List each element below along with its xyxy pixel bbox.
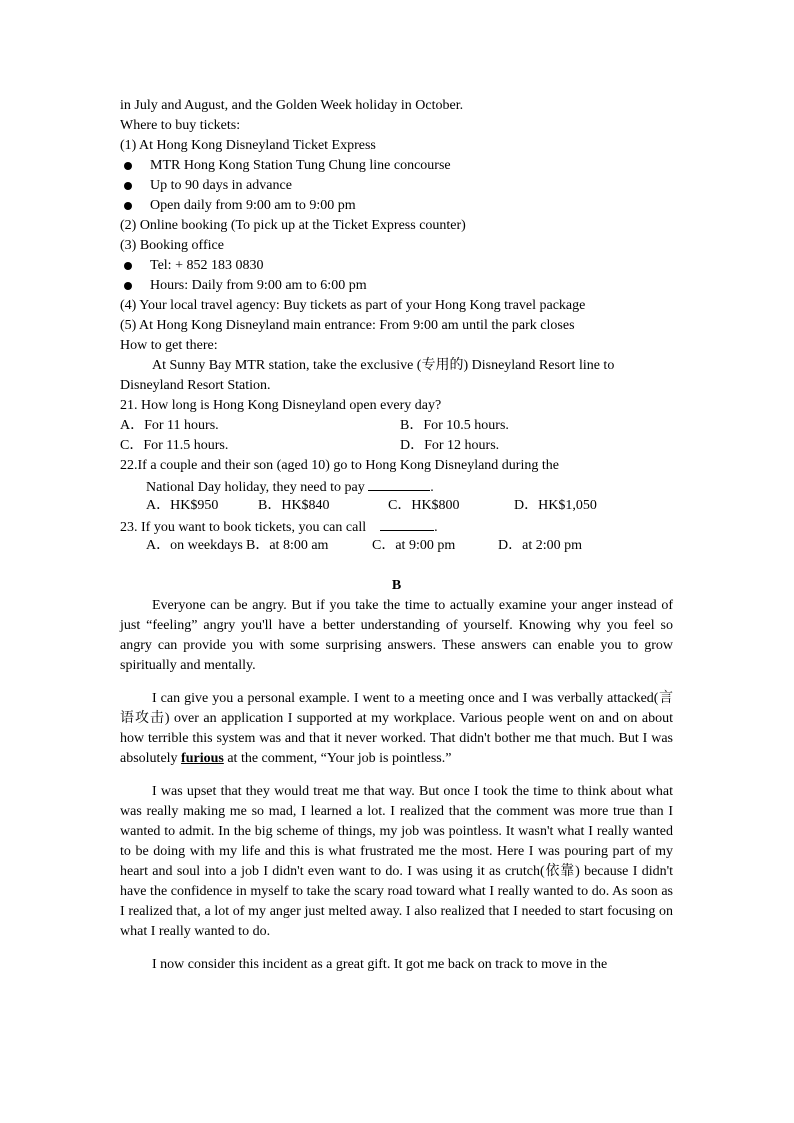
bullet-text: Open daily from 9:00 am to 9:00 pm [150, 198, 356, 213]
paragraph-3: I was upset that they would treat me that way. But once I took the time to think about what was really making me so mad, I learned a lot. I realized that the comment was more true than I wanted to admit. In the big scheme of things, my job was pointless. It wasn't what I really wanted to be doing with my life and this is what frustrated me the most. Here I was pouring part of my heart and soul into a job I didn't even want to do. I was using it as crutch(依靠) because I didn't have the confidence in myself to take the scary road toward what I really wanted to do. As soon as I realized that, a lot of my anger just melted away. I also realized that I needed to start focusing on what I really wanted to do. [120, 784, 673, 939]
stem-text: National Day holiday, they need to pay [146, 480, 365, 495]
text-line: (1) At Hong Kong Disneyland Ticket Express [120, 138, 376, 153]
bullet-item [120, 156, 673, 176]
text-line: in July and August, and the Golden Week holiday in October. [120, 98, 464, 113]
option-b: B．HK$840 [258, 498, 330, 513]
question-23-stem: 23. If you want to book tickets, you can call . [120, 516, 673, 536]
option-c: C．For 11.5 hours. [120, 438, 229, 453]
bullet-icon [124, 262, 132, 270]
option-d: D．HK$1,050 [514, 498, 597, 513]
option-a: A．on weekdays [146, 538, 243, 553]
bullet-text: Up to 90 days in advance [150, 178, 292, 193]
option-d: D．For 12 hours. [400, 438, 500, 453]
bullet-icon [124, 202, 132, 210]
option-b: B．at 8:00 am [246, 538, 329, 553]
option-a: A．HK$950 [146, 498, 219, 513]
text-line: How to get there: [120, 338, 218, 353]
question-22-options-row [120, 496, 673, 516]
bullet-item [120, 256, 673, 276]
text-line: (5) At Hong Kong Disneyland main entrance: From 9:00 am until the park closes [120, 318, 575, 333]
option-c: C．at 9:00 pm [372, 538, 456, 553]
text-line: (2) Online booking (To pick up at the Ticket Express counter) [120, 218, 466, 233]
text-line: At Sunny Bay MTR station, take the exclusive (专用的) Disneyland Resort line to [152, 358, 615, 373]
bullet-text: MTR Hong Kong Station Tung Chung line concourse [150, 158, 451, 173]
bullet-item [120, 196, 673, 216]
text-line: Where to buy tickets: [120, 118, 241, 133]
question-22-stem: 22.If a couple and their son (aged 10) go to Hong Kong Disneyland during the [120, 458, 559, 473]
text-line: Disneyland Resort Station. [120, 378, 271, 393]
text-line: (3) Booking office [120, 238, 224, 253]
option-a: A．For 11 hours. [120, 418, 219, 433]
question-21-options-row [120, 436, 673, 456]
bullet-item [120, 176, 673, 196]
bullet-icon [124, 182, 132, 190]
bullet-text: Hours: Daily from 9:00 am to 6:00 pm [150, 278, 367, 293]
question-21-options-row [120, 416, 673, 436]
text-line: (4) Your local travel agency: Buy tickets as part of your Hong Kong travel package [120, 298, 586, 313]
bullet-icon [124, 162, 132, 170]
question-23-options-row [120, 536, 673, 556]
para-text: at the comment, “Your job is pointless.” [223, 751, 452, 766]
bullet-item [120, 276, 673, 296]
stem-text: 23. If you want to book tickets, you can call [120, 520, 367, 535]
answer-blank [368, 476, 430, 491]
answer-blank [380, 516, 434, 531]
question-21-stem: 21. How long is Hong Kong Disneyland open every day? [120, 398, 442, 413]
section-title: B [391, 578, 402, 593]
option-c: C．HK$800 [388, 498, 460, 513]
question-22-stem-cont: National Day holiday, they need to pay . [120, 476, 673, 496]
option-d: D．at 2:00 pm [498, 538, 582, 553]
paragraph-4: I now consider this incident as a great gift. It got me back on track to move in the [152, 957, 608, 972]
highlighted-word: furious [181, 751, 224, 766]
para-text: I can give you a personal example. I went to a meeting once and I was verbally attacked(言语攻击) over an application I supported at my workplace. Various people went on and on about how terrible this system was and that it never worked. That didn't bother me that much. But I was absolutely [120, 691, 673, 766]
document-page [120, 96, 673, 975]
bullet-text: Tel: + 852 183 0830 [150, 258, 264, 273]
paragraph-2 [120, 689, 673, 769]
option-b: B．For 10.5 hours. [400, 418, 509, 433]
paragraph-1: Everyone can be angry. But if you take the time to actually examine your anger instead of just “feeling” angry you'll have a better understanding of yourself. Knowing why you feel so angry can provide you with some surprising answers. These answers can enable you to grow spiritually and mentally. [120, 598, 673, 673]
bullet-icon [124, 282, 132, 290]
